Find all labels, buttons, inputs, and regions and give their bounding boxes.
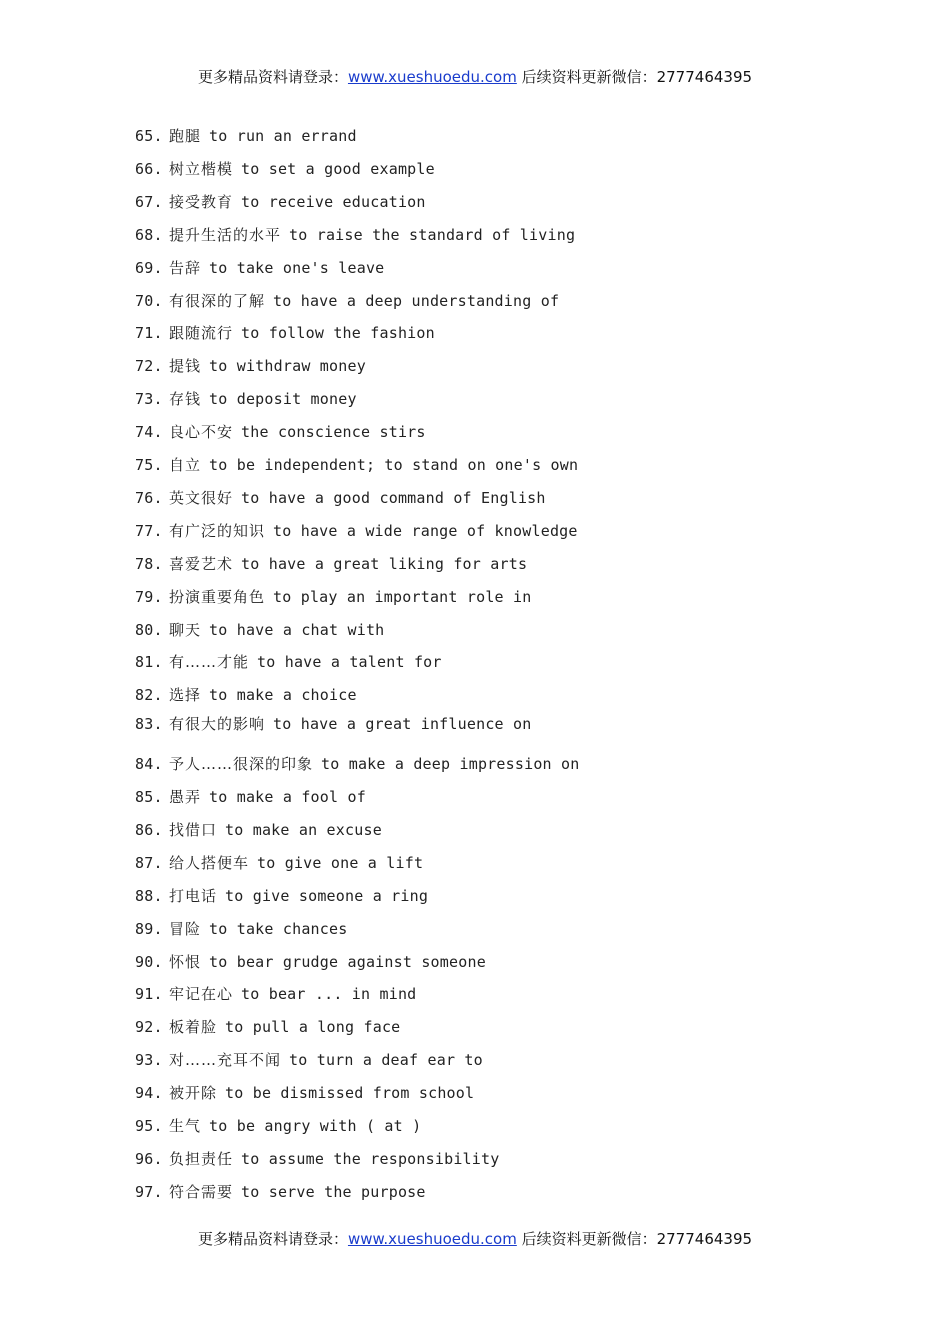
item-english: to have a deep understanding of: [273, 291, 560, 310]
item-chinese: 被开除: [169, 1084, 218, 1103]
item-number: 68.: [135, 225, 163, 244]
item-chinese: 提钱: [169, 357, 202, 376]
footer-prefix: 更多精品资料请登录：: [197, 1230, 348, 1248]
item-chinese: 牢记在心: [169, 985, 234, 1004]
item-english: to raise the standard of living: [289, 225, 576, 244]
phrase-item: [135, 1016, 400, 1037]
footer-banner: [0, 1228, 950, 1249]
phrase-item: [135, 586, 531, 607]
item-english: to turn a deaf ear to: [289, 1051, 483, 1070]
header-banner: [0, 66, 950, 87]
item-english: to assume the responsibility: [241, 1149, 500, 1168]
item-number: 70.: [135, 291, 163, 310]
phrase-item: [135, 290, 559, 311]
item-english: to give one a lift: [257, 853, 424, 872]
item-chinese: 告辞: [169, 258, 202, 277]
phrase-item: [135, 651, 442, 672]
phrase-item: [135, 355, 366, 376]
item-chinese: 英文很好: [169, 488, 234, 507]
item-number: 75.: [135, 456, 163, 474]
item-chinese: 板着脸: [169, 1018, 218, 1037]
item-number: 92.: [135, 1018, 163, 1037]
item-english: to have a talent for: [257, 653, 442, 672]
item-chinese: 愚弄: [169, 788, 202, 806]
item-number: 86.: [135, 820, 163, 839]
item-chinese: 怀恨: [169, 952, 202, 971]
item-number: 87.: [135, 853, 163, 872]
item-number: 95.: [135, 1117, 163, 1135]
item-english: to have a good command of English: [241, 488, 546, 507]
item-chinese: 打电话: [169, 886, 218, 905]
phrase-item: [135, 983, 416, 1004]
phrase-item: [135, 454, 578, 475]
item-chinese: 给人搭便车: [169, 853, 250, 872]
phrase-item: [135, 951, 486, 972]
phrase-item: [135, 191, 426, 212]
item-number: 66.: [135, 159, 163, 178]
phrase-item: [135, 1082, 474, 1103]
item-number: 93.: [135, 1051, 163, 1070]
item-chinese: 对……充耳不闻: [169, 1051, 282, 1070]
item-number: 73.: [135, 390, 163, 409]
item-number: 89.: [135, 919, 163, 938]
item-english: to withdraw money: [209, 357, 366, 376]
item-english: to have a great liking for arts: [241, 554, 528, 573]
phrase-item: [135, 713, 531, 734]
item-english: to give someone a ring: [225, 886, 429, 905]
header-suffix: 后续资料更新微信：2777464395: [516, 68, 753, 86]
item-chinese: 聊天: [169, 620, 202, 639]
item-chinese: 有……才能: [169, 653, 250, 672]
item-english: to have a wide range of knowledge: [273, 521, 578, 540]
phrase-item: [135, 520, 578, 541]
item-english: to take chances: [209, 919, 348, 938]
phrase-item: [135, 819, 382, 840]
phrase-item: [135, 125, 357, 146]
item-english: to make a deep impression on: [321, 755, 580, 774]
item-chinese: 有很深的了解: [169, 291, 266, 310]
item-english: to pull a long face: [225, 1018, 401, 1037]
phrase-item: [135, 619, 384, 640]
item-chinese: 跟随流行: [169, 324, 234, 343]
item-english: to be dismissed from school: [225, 1084, 475, 1103]
item-number: 96.: [135, 1149, 163, 1168]
item-english: to be angry with ( at ): [209, 1117, 422, 1135]
item-chinese: 扮演重要角色: [169, 587, 266, 606]
item-english: to be independent; to stand on one's own: [209, 456, 579, 474]
phrase-item: [135, 421, 426, 442]
item-number: 81.: [135, 653, 163, 672]
item-chinese: 接受教育: [169, 192, 234, 211]
item-chinese: 找借口: [169, 820, 218, 839]
item-english: to have a chat with: [209, 620, 385, 639]
phrase-item: [135, 224, 575, 245]
header-prefix: 更多精品资料请登录：: [197, 68, 348, 86]
item-chinese: 存钱: [169, 390, 202, 409]
phrase-item: [135, 684, 357, 705]
phrase-item: [135, 1049, 483, 1070]
phrase-item: [135, 1115, 421, 1136]
item-number: 90.: [135, 952, 163, 971]
item-number: 84.: [135, 755, 163, 774]
item-chinese: 生气: [169, 1117, 202, 1135]
phrase-item: [135, 852, 423, 873]
item-chinese: 冒险: [169, 919, 202, 938]
phrase-item: [135, 1148, 499, 1169]
item-chinese: 喜爱艺术: [169, 554, 234, 573]
item-english: the conscience stirs: [241, 423, 426, 442]
phrase-item: [135, 158, 435, 179]
footer-suffix: 后续资料更新微信：2777464395: [516, 1230, 753, 1248]
item-english: to set a good example: [241, 159, 435, 178]
item-chinese: 有很大的影响: [169, 715, 266, 734]
item-chinese: 负担责任: [169, 1149, 234, 1168]
phrase-item: [135, 1181, 426, 1202]
item-chinese: 予人……很深的印象: [169, 755, 314, 774]
item-english: to serve the purpose: [241, 1182, 426, 1201]
item-english: to make an excuse: [225, 820, 382, 839]
item-number: 72.: [135, 357, 163, 376]
header-link[interactable]: www.xueshuoedu.com: [347, 68, 517, 86]
item-english: to make a fool of: [209, 788, 366, 806]
item-number: 80.: [135, 620, 163, 639]
footer-link[interactable]: www.xueshuoedu.com: [347, 1230, 517, 1248]
item-number: 77.: [135, 521, 163, 540]
item-number: 97.: [135, 1182, 163, 1201]
item-chinese: 自立: [169, 456, 202, 474]
item-chinese: 良心不安: [169, 423, 234, 442]
item-number: 88.: [135, 886, 163, 905]
item-number: 76.: [135, 488, 163, 507]
item-english: to have a great influence on: [273, 715, 532, 734]
item-chinese: 跑腿: [169, 127, 202, 145]
item-english: to follow the fashion: [241, 324, 435, 343]
phrase-item: [135, 918, 347, 939]
item-chinese: 符合需要: [169, 1182, 234, 1201]
item-english: to bear grudge against someone: [209, 952, 486, 971]
item-english: to make a choice: [209, 686, 357, 705]
item-number: 91.: [135, 985, 163, 1004]
phrase-item: [135, 885, 428, 906]
phrase-item: [135, 786, 366, 807]
item-number: 79.: [135, 587, 163, 606]
item-english: to receive education: [241, 192, 426, 211]
phrase-item: [135, 487, 546, 508]
phrase-item: [135, 388, 357, 409]
item-number: 65.: [135, 127, 163, 145]
item-english: to take one's leave: [209, 258, 385, 277]
item-number: 74.: [135, 423, 163, 442]
item-chinese: 提升生活的水平: [169, 225, 282, 244]
item-number: 82.: [135, 686, 163, 705]
item-number: 78.: [135, 554, 163, 573]
item-chinese: 选择: [169, 686, 202, 705]
item-number: 71.: [135, 324, 163, 343]
item-chinese: 树立楷模: [169, 159, 234, 178]
item-english: to bear ... in mind: [241, 985, 417, 1004]
item-number: 85.: [135, 788, 163, 806]
item-english: to deposit money: [209, 390, 357, 409]
phrase-item: [135, 322, 435, 343]
phrase-item: [135, 753, 579, 774]
item-number: 83.: [135, 715, 163, 734]
item-chinese: 有广泛的知识: [169, 521, 266, 540]
item-english: to run an errand: [209, 127, 357, 145]
phrase-item: [135, 553, 527, 574]
item-number: 69.: [135, 258, 163, 277]
item-number: 94.: [135, 1084, 163, 1103]
phrase-item: [135, 257, 384, 278]
item-english: to play an important role in: [273, 587, 532, 606]
item-number: 67.: [135, 192, 163, 211]
